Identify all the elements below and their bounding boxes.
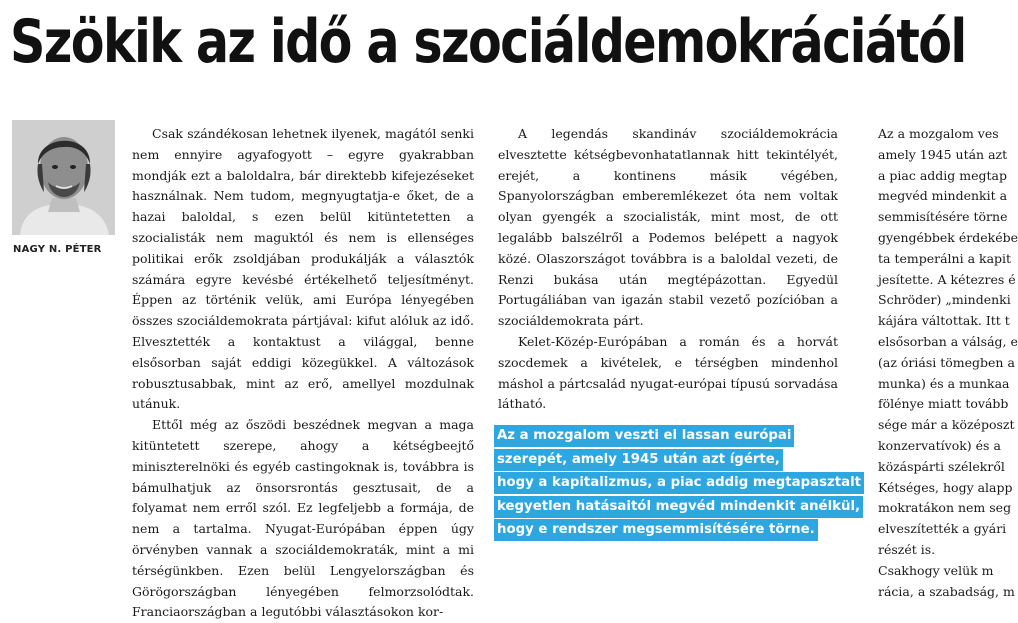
text-line: munka) és a munkaa [878,375,1010,391]
text-line: kájára váltottak. Itt t [878,313,1010,329]
text-line: amely 1945 után azt [878,146,1008,162]
headline: Szökik az idő a szociáldemokráciától [10,7,966,77]
text-line: megvéd mindenkit a [878,188,1008,204]
text-line: mokratákon nem seg [878,500,1012,516]
text-line: gyengébbek érdekébe [878,229,1018,245]
text-line: jesítette. A kétezres é [878,271,1016,287]
paragraph: Csak szándékosan lehetnek ilyenek, magától senki nem ennyire agyafogyott – egyre gyakrabban mondják ezt a baloldalra, bár direktebb kifejezéseket használnak. Nem tudom, megnyugtatja-e őket, de a hazai baloldal, s ezen belül kitüntetetten a szocialisták nem maguktól és nem is ellenséges politikai erők zsoldjában produkálják a választók számára egyre kevésbé értékelhető teljesítményt. Éppen az történik velük, ami Európa lényegében összes szociáldemokrata pártjával: kifut alóluk az idő. Elvesztették a kontaktust a világgal, benne elsősorban saját eddigi közegükkel. A változások robusztusabbak, mint az erő, amellyel mozdulnak utánuk. [132,126,474,412]
text-line: részét is. [878,541,936,557]
pull-quote [494,424,861,542]
article-column-3 [858,124,1018,599]
article-column-2 [498,124,838,412]
text-line: Az a mozgalom ves [878,126,999,141]
text-line: a piac addig megtap [878,167,1008,183]
paragraph: A legendás skandináv szociáldemokrácia elvesztette kétségbevonhatatlannak hitt tekintélyét, erejét, a kontinens másik végében, Spanyolországban emberemlékezet óta nem voltak olyan gyengék a szocialisták, mint most, de ott legalább balszélről a Podemos belépett a nagyok közé. Olaszországot továbbra is a baloldal vezeti, de Renzi bukása után megtépázottan. Egyedül Portugáliában van igazán stabil vezető pozícióban a szociáldemokrata párt. [498,126,838,329]
article-column-1 [132,124,474,620]
pull-quote-line: kegyetlen hatásaitól megvéd mindenkit anélkül, [494,495,839,519]
author-photo [12,120,115,235]
text-line: (az óriási tömegben a [878,354,1015,370]
text-line: Csakhogy velük m [878,562,994,578]
author-name: NAGY N. PÉTER [13,244,102,255]
text-line: ta temperálni a kapit [878,250,1012,266]
pull-quote-line: szerepét, amely 1945 után azt ígérte, [494,448,839,472]
text-line: Schröder) „mindenki [878,292,1011,308]
pull-quote-line: Az a mozgalom veszti el lassan európai [494,424,839,448]
text-line: sége már a középoszt [878,417,1015,433]
text-line: Kétséges, hogy alapp [878,479,1013,495]
text-line: közáspárti szélekről [878,458,1005,474]
text-line: elveszítették a gyári [878,521,1007,537]
text-line: fölénye miatt tovább [878,396,1009,412]
text-line: semmisítésére törne [878,209,1008,225]
text-line: rácia, a szabadság, m [878,583,1015,599]
paragraph: Kelet-Közép-Európában a román és a horvát szocdemek a kivételek, e térségben mindenhol máshol a pártcsalád nyugat-európai típusú sorvadása látható. [498,333,838,412]
pull-quote-line: hogy a kapitalizmus, a piac addig megtapasztalt [494,471,839,495]
text-line: konzervatívok) és a [878,437,1001,453]
pull-quote-line: hogy e rendszer megsemmisítésére törne. [494,518,839,542]
text-line: elsősorban a válság, e [878,333,1018,349]
paragraph: Ettől még az őszödi beszédnek megvan a maga kitüntetett szerepe, ahogy a kétségbeejtő miniszterelnöki és egyéb castingoknak is, továbbra is bámulhatjuk az önsorsrontás gesztusait, de a folyamat nem erről szól. Ez legfeljebb a formája, de nem a tartalma. Nyugat-Európában éppen úgy örvényben vannak a szociáldemokraták, mint a mi térségünkben. Ezen belül Lengyelországban és Görögországban lényegében felmorzsolódtak. Franciaországban a legutóbbi választásokon kor- [132,417,474,620]
